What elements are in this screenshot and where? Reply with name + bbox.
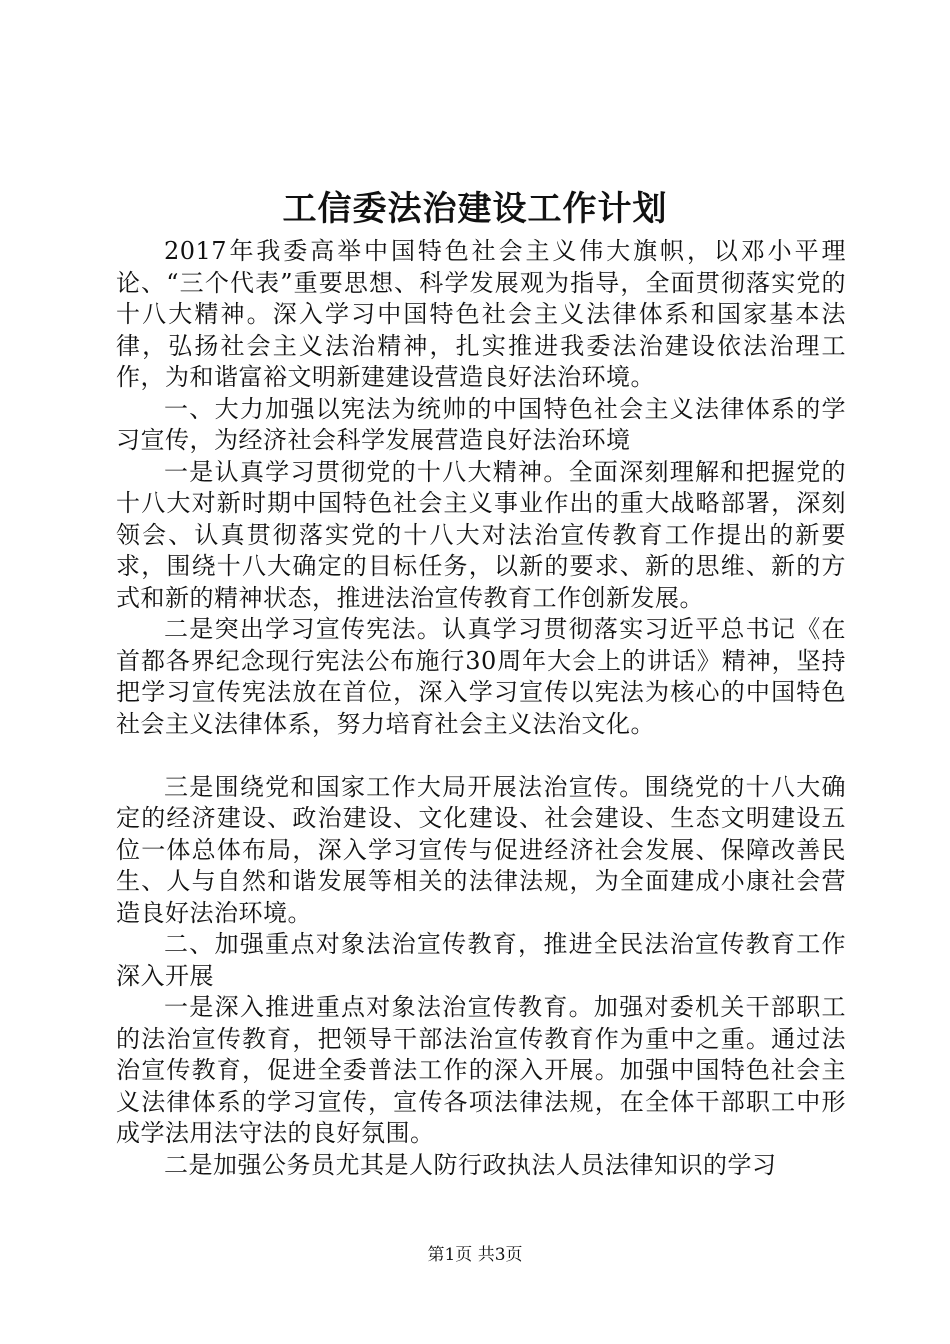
paragraph: 二是突出学习宣传宪法。认真学习贯彻落实习近平总书记《在首都各界纪念现行宪法公布施行30周年大会上的讲话》精神，坚持把学习宣传宪法放在首位，深入学习宣传以宪法为核心的中国特色社会主义法律体系，努力培育社会主义法治文化。 [116, 615, 846, 738]
paragraph: 一是深入推进重点对象法治宣传教育。加强对委机关干部职工的法治宣传教育，把领导干部法治宣传教育作为重中之重。通过法治宣传教育，促进全委普法工作的深入开展。加强中国特色社会主义法律体系的学习宣传，宣传各项法律法规，在全体干部职工中形成学法用法守法的良好氛围。 [116, 993, 846, 1147]
paragraph: 一是认真学习贯彻党的十八大精神。全面深刻理解和把握党的十八大对新时期中国特色社会主义事业作出的重大战略部署，深刻领会、认真贯彻落实党的十八大对法治宣传教育工作提出的新要求，围绕十八大确定的目标任务，以新的要求、新的思维、新的方式和新的精神状态，推进法治宣传教育工作创新发展。 [116, 457, 846, 612]
document-title: 工信委法治建设工作计划 [282, 189, 668, 229]
paragraph: 三是围绕党和国家工作大局开展法治宣传。围绕党的十八大确定的经济建设、政治建设、文化建设、社会建设、生态文明建设五位一体总体布局，深入学习宣传与促进经济社会发展、保障改善民生、人与自然和谐发展等相关的法律法规，为全面建成小康社会营造良好法治环境。 [116, 772, 846, 927]
page-footer: 第1页 共3页 [427, 1245, 523, 1265]
section-heading: 一、大力加强以宪法为统帅的中国特色社会主义法律体系的学习宣传，为经济社会科学发展营造良好法治环境 [116, 394, 846, 454]
paragraph: 2017年我委高举中国特色社会主义伟大旗帜，以邓小平理论、“三个代表”重要思想、科学发展观为指导，全面贯彻落实党的十八大精神。深入学习中国特色社会主义法律体系和国家基本法律，弘扬社会主义法治精神，扎实推进我委法治建设依法治理工作，为和谐富裕文明新建建设营造良好法治环境。 [116, 237, 846, 391]
blank-line [116, 740, 846, 772]
document-body [116, 236, 846, 1181]
paragraph: 二是加强公务员尤其是人防行政执法人员法律知识的学习 [164, 1150, 777, 1179]
section-heading: 二、加强重点对象法治宣传教育，推进全民法治宣传教育工作深入开展 [116, 930, 846, 990]
